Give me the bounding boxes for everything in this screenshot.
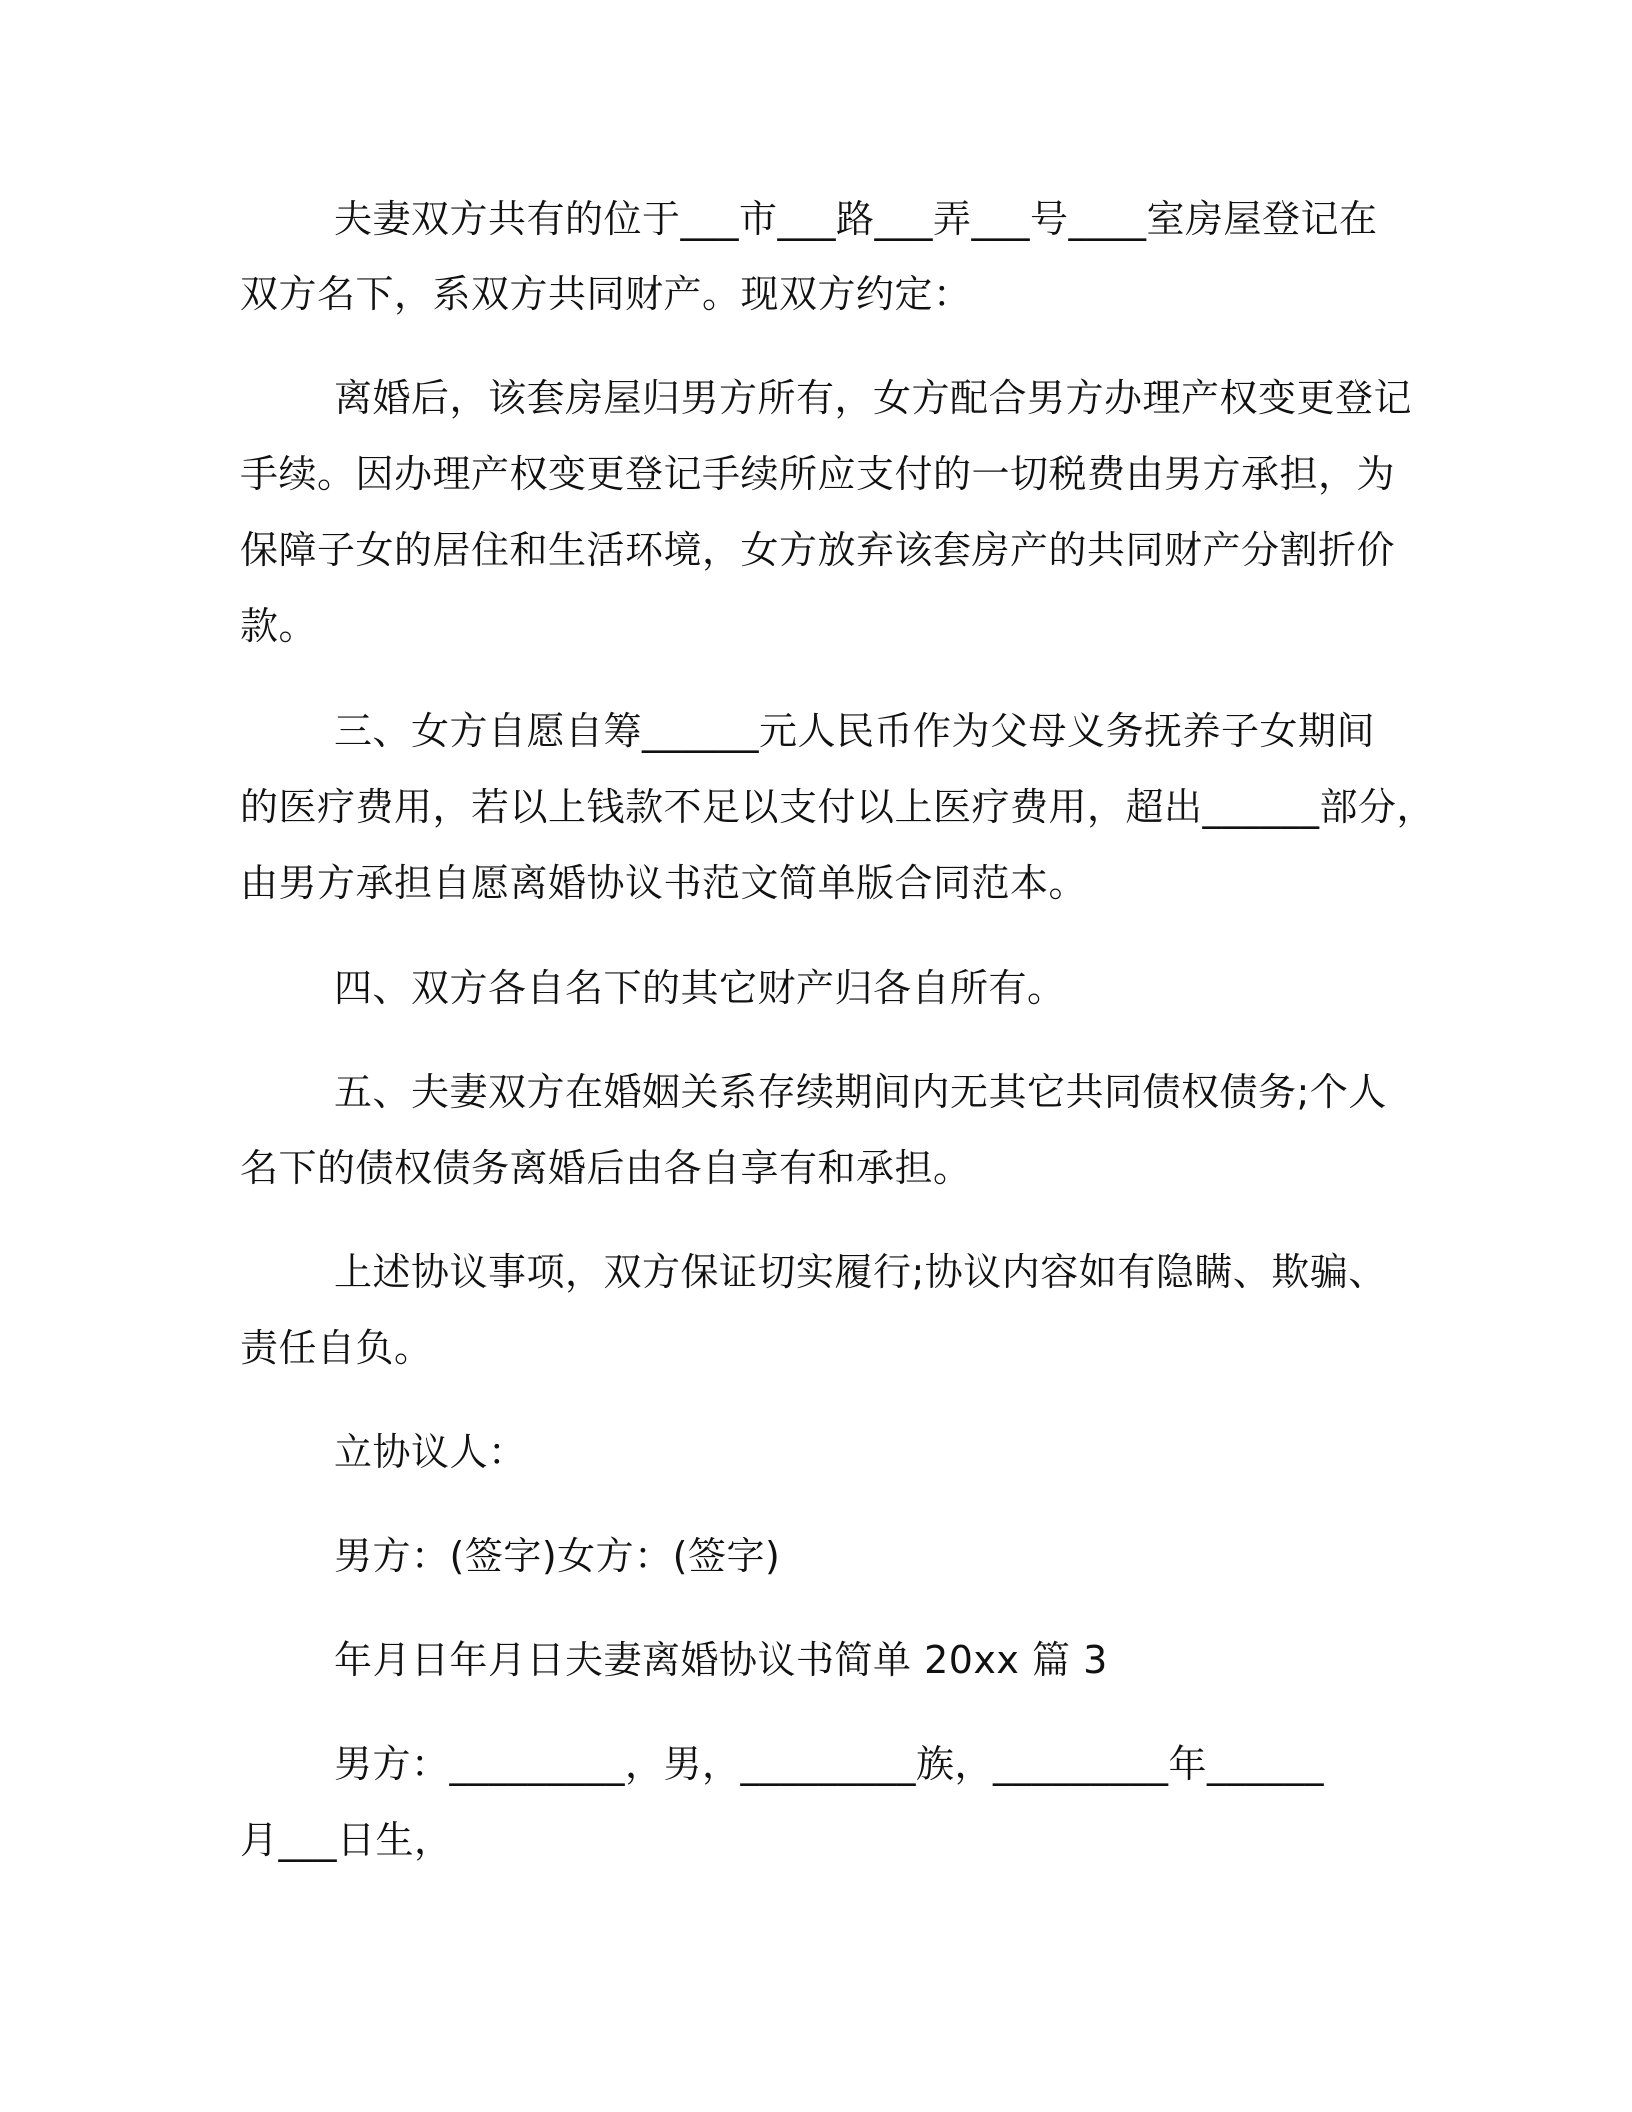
paragraph-line: 由男方承担自愿离婚协议书范文简单版合同范本。 (240, 861, 1088, 905)
paragraph-line: 夫妻双方共有的位于___市___路___弄___号____室房屋登记在 (334, 197, 1378, 241)
paragraph-line: 立协议人： (334, 1430, 527, 1474)
paragraph-line: 男方：(签字)女方：(签字) (334, 1534, 781, 1578)
paragraph-line: 三、女方自愿自筹______元人民币作为父母义务抚养子女期间 (334, 709, 1376, 753)
paragraph-line: 月___日生， (240, 1818, 453, 1862)
paragraph-line: 上述协议事项，双方保证切实履行;协议内容如有隐瞒、欺骗、 (334, 1250, 1387, 1294)
paragraph-line: 责任自负。 (240, 1326, 433, 1370)
paragraph-line: 双方名下，系双方共同财产。现双方约定： (240, 272, 972, 316)
paragraph-line: 男方：_________，男，_________族，_________年______ (334, 1742, 1325, 1786)
paragraph-line: 名下的债权债务离婚后由各自享有和承担。 (240, 1146, 972, 1190)
paragraph-line: 手续。因办理产权变更登记手续所应支付的一切税费由男方承担，为 (240, 452, 1396, 496)
section-heading: 年月日年月日夫妻离婚协议书简单 20xx 篇 3 (334, 1638, 1108, 1682)
paragraph-line: 保障子女的居住和生活环境，女方放弃该套房产的共同财产分割折价 (240, 528, 1396, 572)
paragraph-line: 离婚后，该套房屋归男方所有，女方配合男方办理产权变更登记 (334, 376, 1413, 420)
paragraph-line: 的医疗费用，若以上钱款不足以支付以上医疗费用，超出______部分， (240, 785, 1436, 829)
paragraph-line: 五、夫妻双方在婚姻关系存续期间内无其它共同债权债务;个人 (334, 1070, 1387, 1114)
paragraph-line: 四、双方各自名下的其它财产归各自所有。 (334, 966, 1066, 1010)
paragraph-line: 款。 (240, 604, 318, 648)
